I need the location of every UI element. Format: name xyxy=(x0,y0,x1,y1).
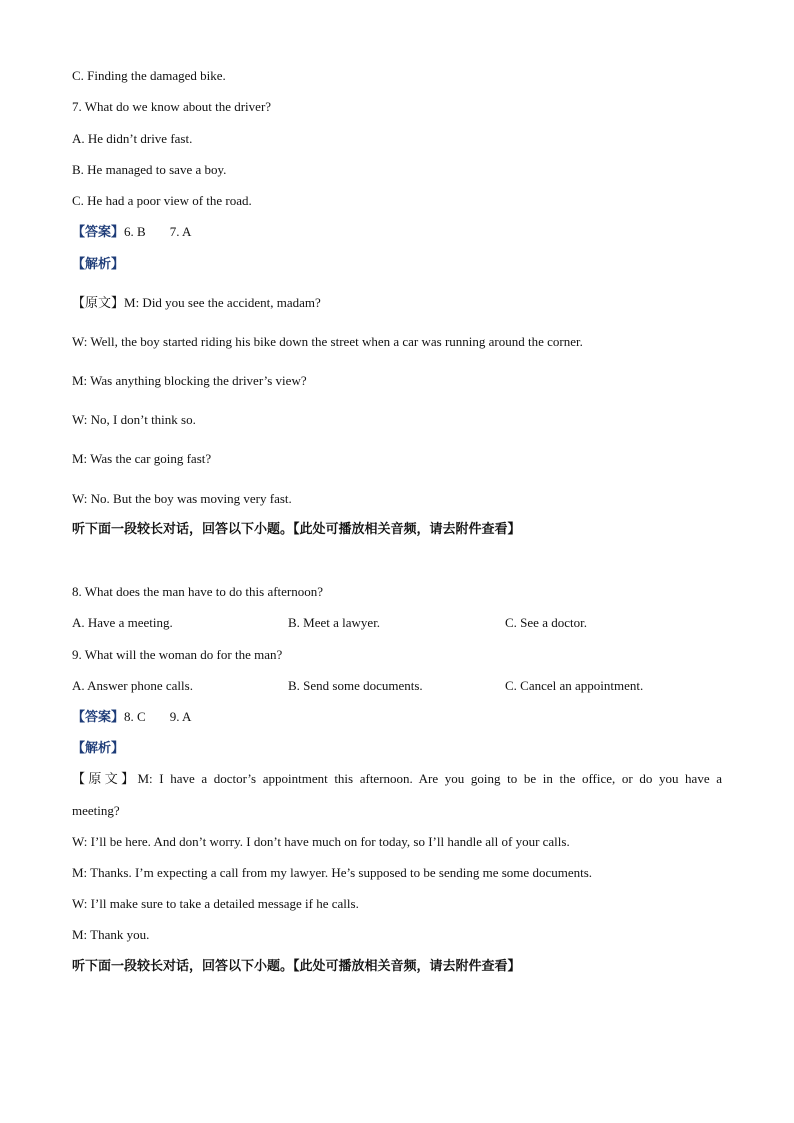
option-q9-b: B. Send some documents. xyxy=(288,678,423,693)
analysis-label: 【解析】 xyxy=(72,257,125,272)
option-q8-c: C. See a doctor. xyxy=(505,615,587,630)
original-tag: 【原文】 xyxy=(72,772,138,787)
option-q7-b: B. He managed to save a boy. xyxy=(72,162,227,177)
transcript-text: M: Did you see the accident, madam? xyxy=(124,295,321,310)
transcript-line: M: Thanks. I’m expecting a call from my lawyer. He’s supposed to be sending me some documents. xyxy=(72,865,593,880)
option-q7-c: C. He had a poor view of the road. xyxy=(72,193,252,208)
answer-line-2 xyxy=(72,708,722,727)
question-7: 7. What do we know about the driver? xyxy=(72,99,272,114)
answer-9: 9. A xyxy=(169,709,192,724)
option-q9-a: A. Answer phone calls. xyxy=(72,678,193,693)
transcript-line: W: No, I don’t think so. xyxy=(72,412,196,427)
answer-tag: 【答案】 xyxy=(72,225,125,240)
option-q8-b: B. Meet a lawyer. xyxy=(288,615,381,630)
answer-6: 6. B xyxy=(124,224,146,239)
transcript-line: meeting? xyxy=(72,803,120,818)
analysis-tag-1 xyxy=(72,255,722,274)
transcript-line: W: I’ll be here. And don’t worry. I don’t have much on for today, so I’ll handle all of your calls. xyxy=(72,834,570,849)
transcript-line: W: I’ll make sure to take a detailed message if he calls. xyxy=(72,896,359,911)
question-9: 9. What will the woman do for the man? xyxy=(72,647,283,662)
transcript-text: M: I have a doctor’s appointment this afternoon. Are you going to be in the office, or do you have a xyxy=(137,771,722,786)
transcript-line: M: Was anything blocking the driver’s view? xyxy=(72,373,307,388)
transcript-line: W: Well, the boy started riding his bike down the street when a car was running around the corner. xyxy=(72,334,583,349)
answer-tag: 【答案】 xyxy=(72,710,125,725)
analysis-tag-2 xyxy=(72,739,722,758)
transcript-line xyxy=(72,294,722,313)
transcript-line xyxy=(72,770,722,789)
answer-line-1 xyxy=(72,223,722,242)
analysis-label: 【解析】 xyxy=(72,741,125,756)
answer-8: 8. C xyxy=(124,709,146,724)
transcript-line: M: Thank you. xyxy=(72,927,150,942)
listening-instruction: 听下面一段较长对话，回答以下小题。【此处可播放相关音频，请去附件查看】 xyxy=(72,522,521,537)
transcript-line: W: No. But the boy was moving very fast. xyxy=(72,491,292,506)
original-tag: 【原文】 xyxy=(72,296,125,311)
answer-7: 7. A xyxy=(169,224,192,239)
transcript-line: M: Was the car going fast? xyxy=(72,451,212,466)
option-q6-c: C. Finding the damaged bike. xyxy=(72,68,226,83)
option-q8-a: A. Have a meeting. xyxy=(72,615,173,630)
option-q9-c: C. Cancel an appointment. xyxy=(505,678,644,693)
question-8: 8. What does the man have to do this afternoon? xyxy=(72,584,324,599)
listening-instruction: 听下面一段较长对话，回答以下小题。【此处可播放相关音频，请去附件查看】 xyxy=(72,959,521,974)
option-q7-a: A. He didn’t drive fast. xyxy=(72,131,193,146)
